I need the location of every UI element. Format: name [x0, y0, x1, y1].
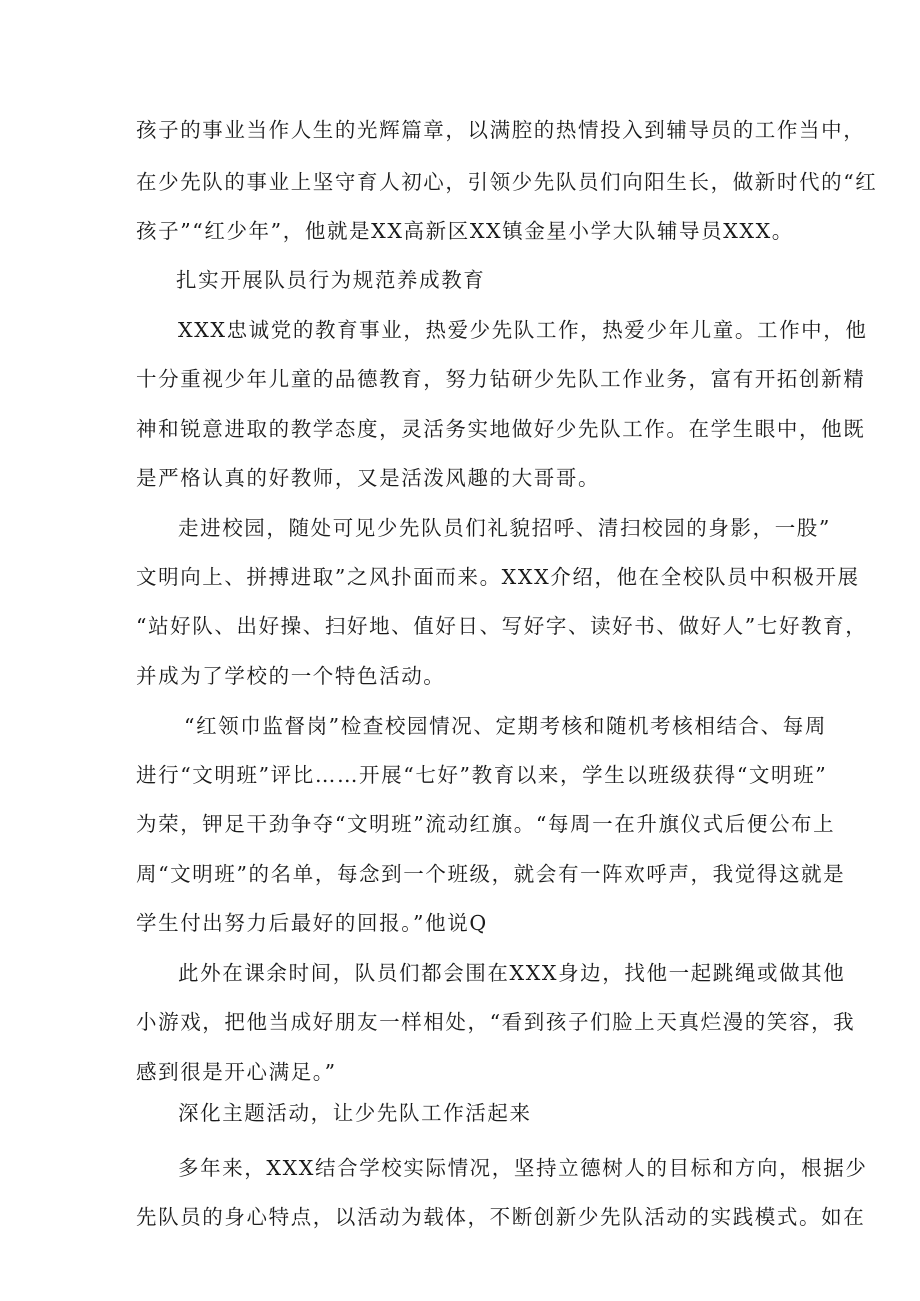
section-heading: 深化主题活动，让少先队工作活起来 [178, 1101, 532, 1125]
text-line: 文明向上、拼搏进取”之风扑面而来。XXX介绍，他在全校队员中积极开展 [136, 565, 860, 589]
text-line: 感到很是开心满足。” [136, 1060, 337, 1084]
text-line: 十分重视少年儿童的品德教育，努力钻研少先队工作业务，富有开拓创新精 [136, 367, 866, 391]
text-line: 学生付出努力后最好的回报。”他说Q [136, 911, 488, 935]
text-line: 周“文明班”的名单，每念到一个班级，就会有一阵欢呼声，我觉得这就是 [136, 862, 846, 886]
text-line: 进行“文明班”评比……开展“七好”教育以来，学生以班级获得“文明班” [136, 763, 828, 787]
text-line: 小游戏，把他当成好朋友一样相处，“看到孩子们脸上天真烂漫的笑容，我 [136, 1010, 856, 1034]
text-line: “红领巾监督岗”检查校园情况、定期考核和随机考核相结合、每周 [184, 714, 827, 738]
section-heading: 扎实开展队员行为规范养成教育 [176, 268, 486, 292]
text-line: 孩子的事业当作人生的光辉篇章，以满腔的热情投入到辅导员的工作当中， [136, 118, 866, 142]
text-line: 是严格认真的好教师，又是活泼风趣的大哥哥。 [136, 466, 601, 490]
text-line: 神和锐意进取的教学态度，灵活务实地做好少先队工作。在学生眼中，他既 [136, 417, 866, 441]
text-line: 此外在课余时间，队员们都会围在XXX身边，找他一起跳绳或做其他 [178, 961, 846, 985]
text-line: “站好队、出好操、扫好地、值好日、写好字、读好书、做好人”七好教育， [136, 614, 868, 638]
text-line: XXX忠诚党的教育事业，热爱少先队工作，热爱少年儿童。工作中，他 [178, 318, 868, 342]
text-line: 多年来，XXX结合学校实际情况，坚持立德树人的目标和方向，根据少 [178, 1156, 868, 1180]
text-line: 为荣，钾足干劲争夺“文明班”流动红旗。“每周一在升旗仪式后便公布上 [136, 812, 836, 836]
text-line: 孩子”“红少年”，他就是XX高新区XX镇金星小学大队辅导员XXX。 [136, 219, 794, 243]
text-line: 并成为了学校的一个特色活动。 [136, 664, 446, 688]
text-line: 在少先队的事业上坚守育人初心，引领少先队员们向阳生长，做新时代的“红 [136, 170, 878, 194]
text-line: 走进校园，随处可见少先队员们礼貌招呼、清扫校园的身影，一股” [178, 516, 831, 540]
text-line: 先队员的身心特点，以活动为载体，不断创新少先队活动的实践模式。如在 [136, 1205, 866, 1229]
